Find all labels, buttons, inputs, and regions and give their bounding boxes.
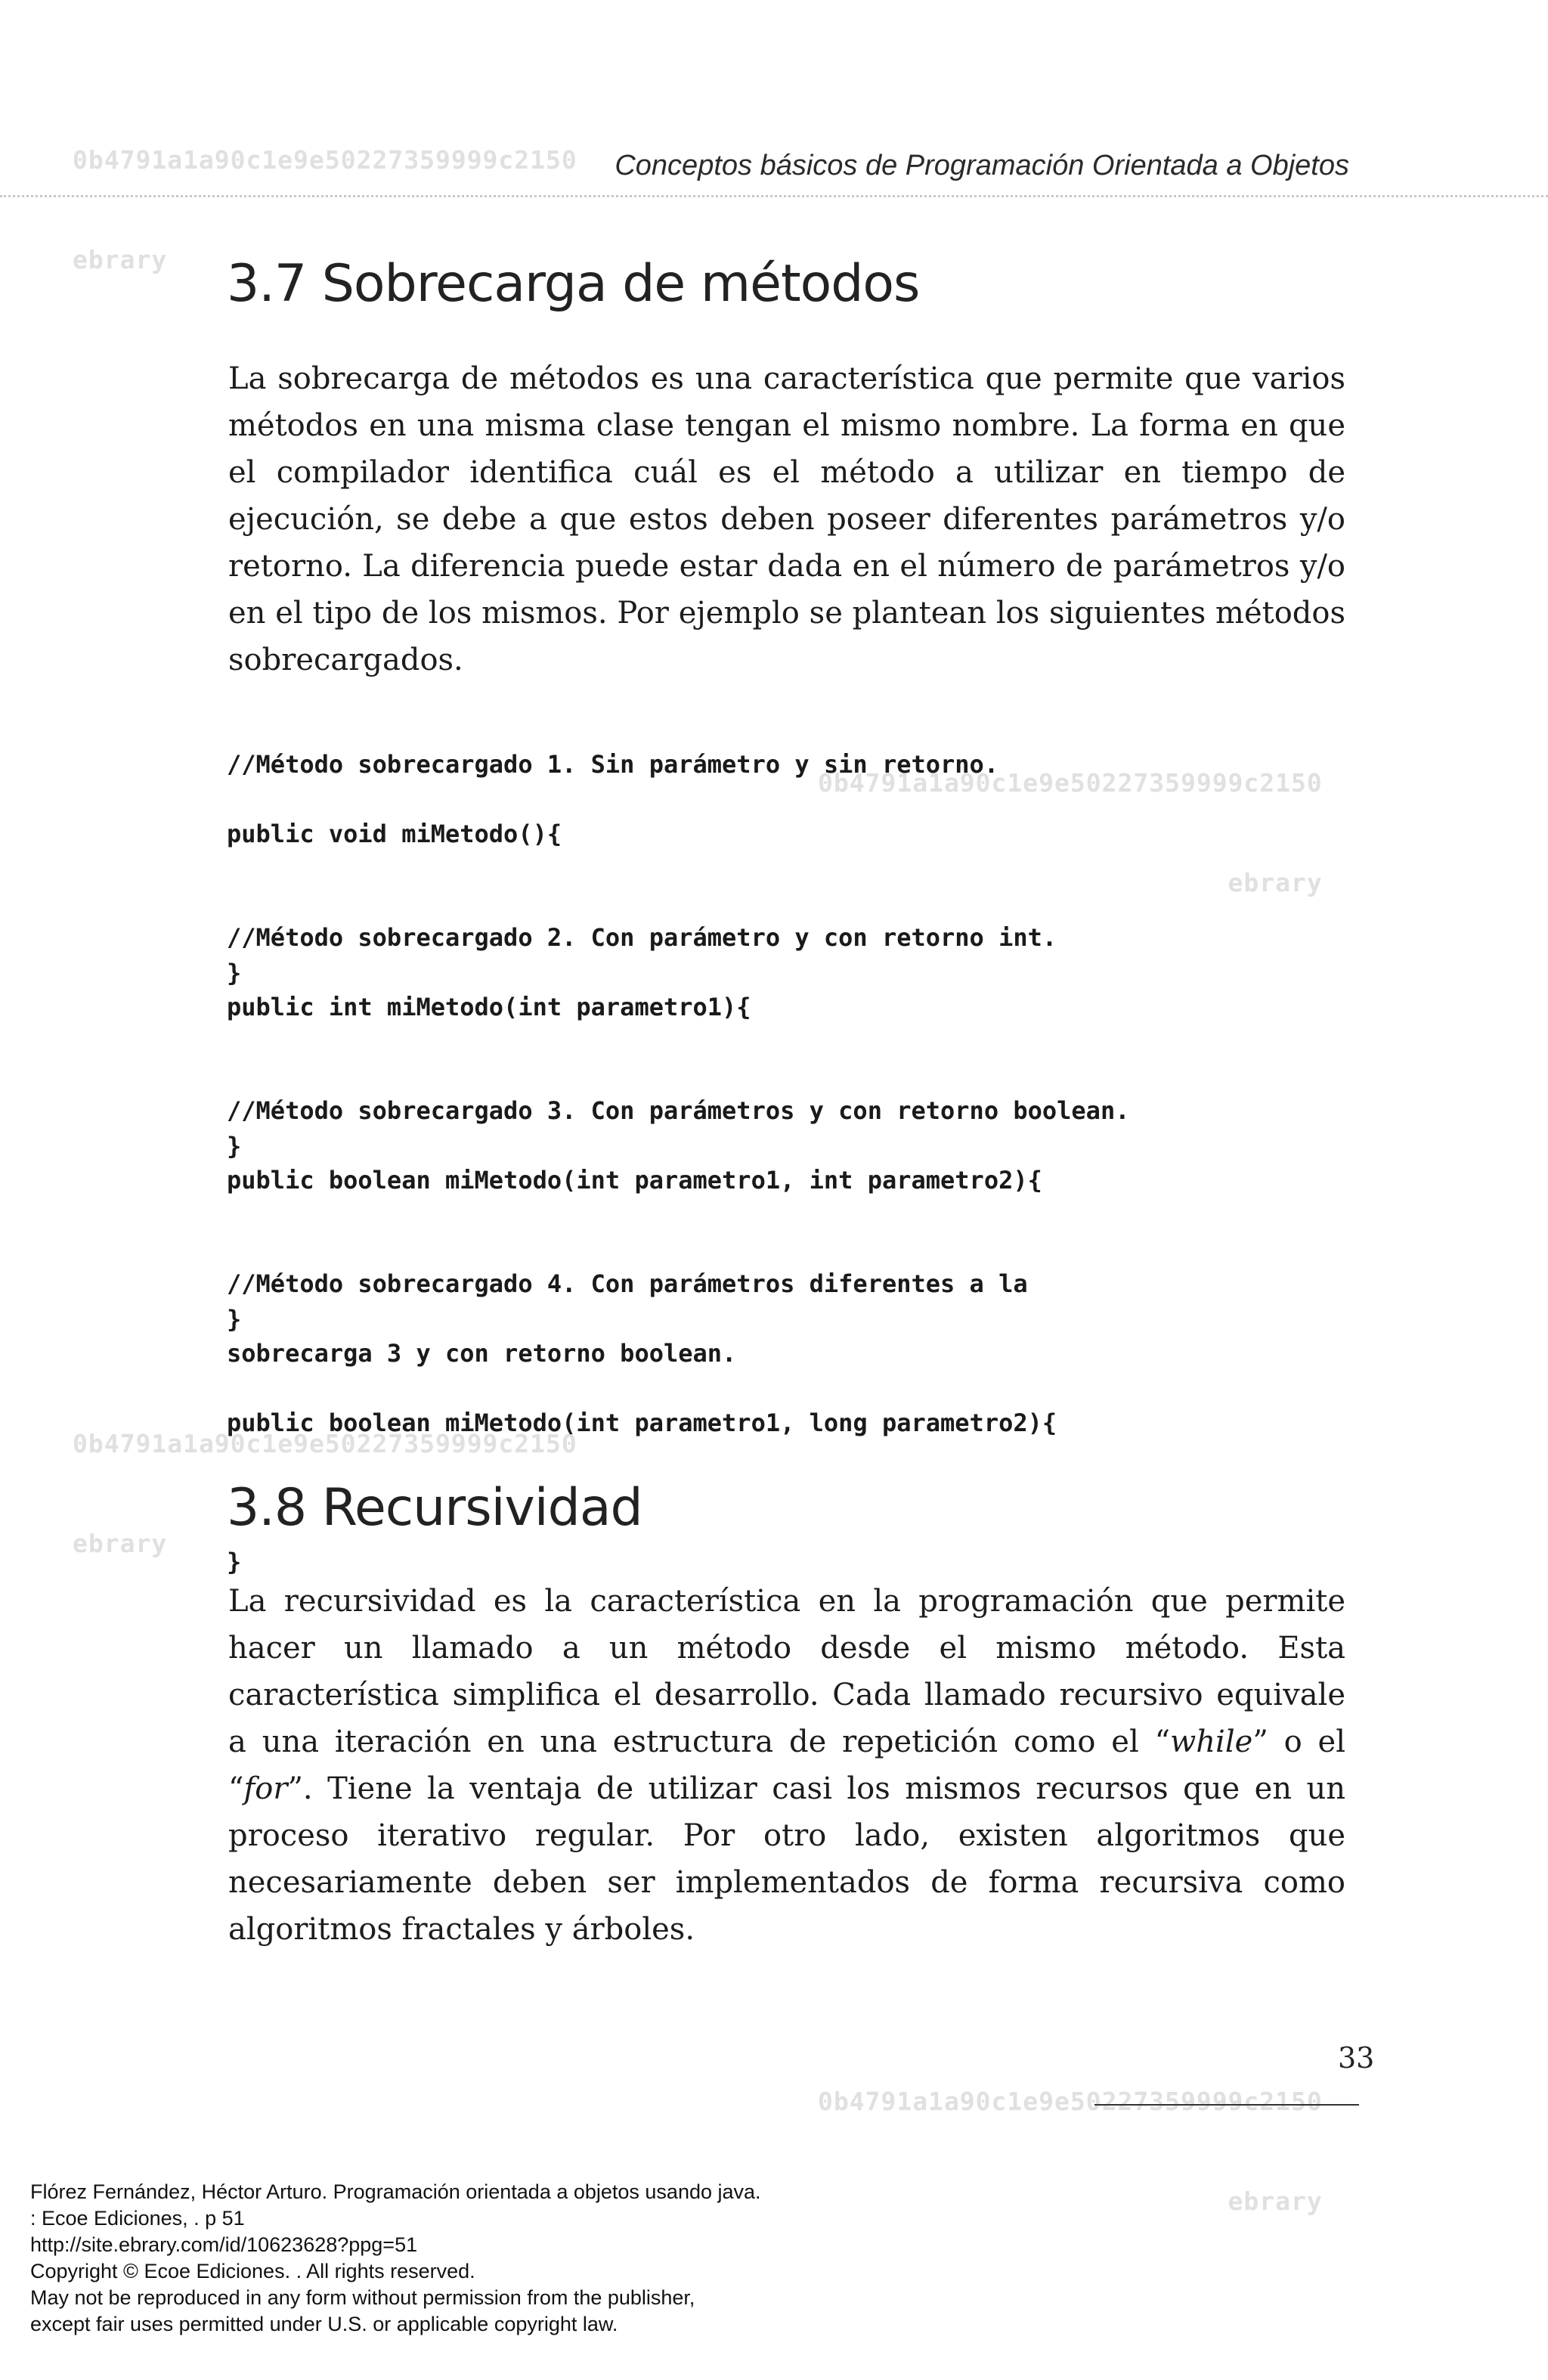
- footnote-divider: [1094, 2104, 1359, 2106]
- watermark-id: 0b4791a1a90c1e9e50227359999c2150: [818, 2087, 1323, 2116]
- watermark-label: ebrary: [73, 1529, 168, 1558]
- code-line: }: [227, 1305, 242, 1334]
- code-line: }: [227, 1548, 242, 1576]
- paragraph-text: ”. Tiene la ventaja de utilizar casi los mismos recursos que en un proceso iterativo regular. Por otro lado, existen algoritmos que necesariamente deben ser implementados de forma recursiva como algoritmos fractales y árboles.: [228, 1771, 1345, 1947]
- code-line: //Método sobrecargado 2. Con parámetro y con retorno int.: [227, 923, 1057, 952]
- watermark-id: 0b4791a1a90c1e9e50227359999c2150: [73, 145, 577, 175]
- page-number: 33: [1338, 2041, 1375, 2075]
- paragraph-text: La recursividad es la característica en la programación que permite hacer un llamado a un método desde el mismo método. Esta característica simplifica el desarrollo. Cada llamado recursivo equivale a una iteración en una estructura de repetición como el “: [228, 1584, 1345, 1759]
- code-block-4: [227, 1232, 1057, 1614]
- footer-line: except fair uses permitted under U.S. or applicable copyright law.: [30, 2313, 618, 2335]
- footer-line: Flórez Fernández, Héctor Arturo. Programación orientada a objetos usando java.: [30, 2180, 761, 2203]
- paragraph-text: ” o el “: [228, 1725, 1345, 1806]
- code-line: public void miMetodo(){: [227, 820, 562, 848]
- code-line: public boolean miMetodo(int parametro1, int parametro2){: [227, 1166, 1042, 1195]
- footer-line: : Ecoe Ediciones, . p 51: [30, 2207, 245, 2230]
- section-paragraph-recursividad: [228, 1578, 1345, 1953]
- code-line: //Método sobrecargado 1. Sin parámetro y sin retorno.: [227, 750, 999, 779]
- footer-link[interactable]: http://site.ebrary.com/id/10623628?ppg=51: [30, 2233, 418, 2256]
- header-divider: [0, 195, 1548, 197]
- watermark-label: ebrary: [1228, 2186, 1323, 2216]
- section-heading-recursividad: 3.8 Recursividad: [227, 1478, 642, 1538]
- code-line: //Método sobrecargado 4. Con parámetros diferentes a la: [227, 1269, 1028, 1298]
- code-line: }: [227, 1132, 242, 1161]
- code-line: //Método sobrecargado 3. Con parámetros y con retorno boolean.: [227, 1096, 1130, 1125]
- section-paragraph-sobrecarga: La sobrecarga de métodos es una característica que permite que varios métodos en una misma clase tengan el mismo nombre. La forma en que el compilador identifica cuál es el método a utilizar en tiempo de ejecución, se debe a que estos deben poseer diferentes parámetros y/o retorno. La diferencia puede estar dada en el número de parámetros y/o en el tipo de los mismos. Por ejemplo se plantean los siguientes métodos sobrecargados.: [228, 361, 1345, 677]
- watermark-bottom-right: [818, 2019, 1323, 2251]
- footer-line: May not be reproduced in any form without permission from the publisher,: [30, 2286, 695, 2309]
- keyword-for: for: [243, 1771, 288, 1806]
- code-line: public boolean miMetodo(int parametro1, long parametro2){: [227, 1408, 1057, 1437]
- running-header: Conceptos básicos de Programación Orientada a Objetos: [615, 150, 1349, 181]
- keyword-while: while: [1170, 1725, 1253, 1759]
- watermark-id: 0b4791a1a90c1e9e50227359999c2150: [818, 768, 1323, 798]
- section-heading-sobrecarga: 3.7 Sobrecarga de métodos: [227, 254, 920, 314]
- footer-line: Copyright © Ecoe Ediciones. . All rights reserved.: [30, 2260, 475, 2282]
- watermark-label: ebrary: [1228, 868, 1323, 897]
- code-line: public int miMetodo(int parametro1){: [227, 993, 751, 1021]
- watermark-label: ebrary: [73, 245, 168, 274]
- code-line: sobrecarga 3 y con retorno boolean.: [227, 1339, 737, 1368]
- code-line: }: [227, 959, 242, 987]
- citation-footer: [30, 2179, 761, 2338]
- watermark-id: 0b4791a1a90c1e9e50227359999c2150: [73, 1429, 577, 1458]
